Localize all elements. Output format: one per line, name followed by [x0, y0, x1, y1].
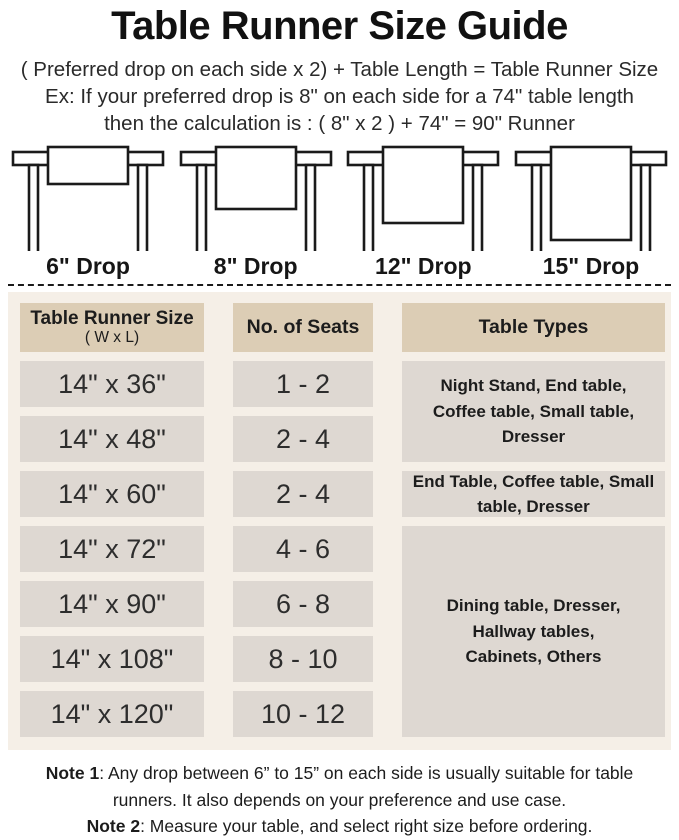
drop-label-15in: 15" Drop — [542, 253, 640, 279]
drop-figure-12in — [341, 143, 505, 251]
seats-cell: 1 - 2 — [233, 361, 373, 407]
table-types-text: End Table, Coffee table, Small table, Dresser — [412, 471, 655, 516]
table-leg-right — [641, 165, 650, 251]
table-leg-right — [306, 165, 315, 251]
dashed-divider — [8, 284, 671, 286]
runner-drape — [216, 147, 296, 209]
drop-figure-15in — [509, 143, 673, 251]
runner-size-cell: 14" x 72" — [20, 526, 204, 572]
seats-cell: 8 - 10 — [233, 636, 373, 682]
runner-size-cell: 14" x 120" — [20, 691, 204, 737]
table-types-text: Night Stand, End table, Coffee table, Small table, Dresser — [432, 376, 635, 447]
table-leg-left — [29, 165, 38, 251]
runner-drape — [551, 147, 631, 240]
note-1-label: Note 1 — [45, 763, 100, 783]
table-leg-right — [473, 165, 482, 251]
runner-size-cell: 14" x 108" — [20, 636, 204, 682]
drop-figures-row — [0, 143, 679, 251]
note-2 — [12, 813, 667, 840]
header-seats: No. of Seats — [233, 303, 373, 352]
runner-drape — [383, 147, 463, 223]
drop-label-12in: 12" Drop — [375, 253, 472, 279]
table-leg-left — [532, 165, 541, 251]
table-runner-diagram-icon — [511, 143, 671, 251]
runner-size-cell: 14" x 60" — [20, 471, 204, 517]
drop-figure-6in — [6, 143, 170, 251]
table-types-text: Dining table, Dresser, Hallway tables, Cabinets, Others — [446, 596, 621, 667]
header-runner-size-sub: ( W x L) — [84, 329, 140, 347]
header-runner-size — [20, 303, 204, 352]
table-types-cell — [402, 471, 665, 517]
seats-cell: 6 - 8 — [233, 581, 373, 627]
note-2-label: Note 2 — [86, 816, 141, 837]
seats-cell: 2 - 4 — [233, 471, 373, 517]
seats-cell: 4 - 6 — [233, 526, 373, 572]
page-title: Table Runner Size Guide — [111, 4, 568, 48]
example-line-2: then the calculation is : ( 8" x 2 ) + 74" = 90" Runner — [104, 112, 575, 135]
example-line-1: Ex: If your preferred drop is 8" on each side for a 74" table length — [45, 85, 634, 108]
note-2-text: : Measure your table, and select right size before ordering. — [140, 816, 593, 837]
size-guide-panel — [8, 292, 671, 750]
runner-size-cell: 14" x 90" — [20, 581, 204, 627]
runner-drape — [48, 147, 128, 184]
runner-size-cell: 14" x 36" — [20, 361, 204, 407]
table-types-cell — [402, 361, 665, 462]
seats-cell: 10 - 12 — [233, 691, 373, 737]
seats-cell: 2 - 4 — [233, 416, 373, 462]
table-types-cell — [402, 526, 665, 737]
runner-size-cell: 14" x 48" — [20, 416, 204, 462]
size-guide-table — [20, 303, 665, 737]
table-runner-diagram-icon — [343, 143, 503, 251]
header-table-types: Table Types — [402, 303, 665, 352]
drop-label-6in: 6" Drop — [46, 253, 130, 279]
formula-line: ( Preferred drop on each side x 2) + Table Length = Table Runner Size — [20, 58, 659, 81]
table-leg-right — [138, 165, 147, 251]
table-leg-left — [197, 165, 206, 251]
notes-section — [12, 760, 667, 840]
note-1-text: : Any drop between 6” to 15” on each side is usually suitable for table runners. It also depends on your preference and use case. — [99, 763, 634, 810]
header-runner-size-title: Table Runner Size — [30, 307, 194, 329]
table-runner-diagram-icon — [176, 143, 336, 251]
drop-figure-8in — [174, 143, 338, 251]
table-runner-diagram-icon — [8, 143, 168, 251]
drop-labels-row — [0, 251, 679, 283]
table-leg-left — [364, 165, 373, 251]
note-1 — [12, 760, 667, 813]
drop-label-8in: 8" Drop — [213, 253, 298, 279]
